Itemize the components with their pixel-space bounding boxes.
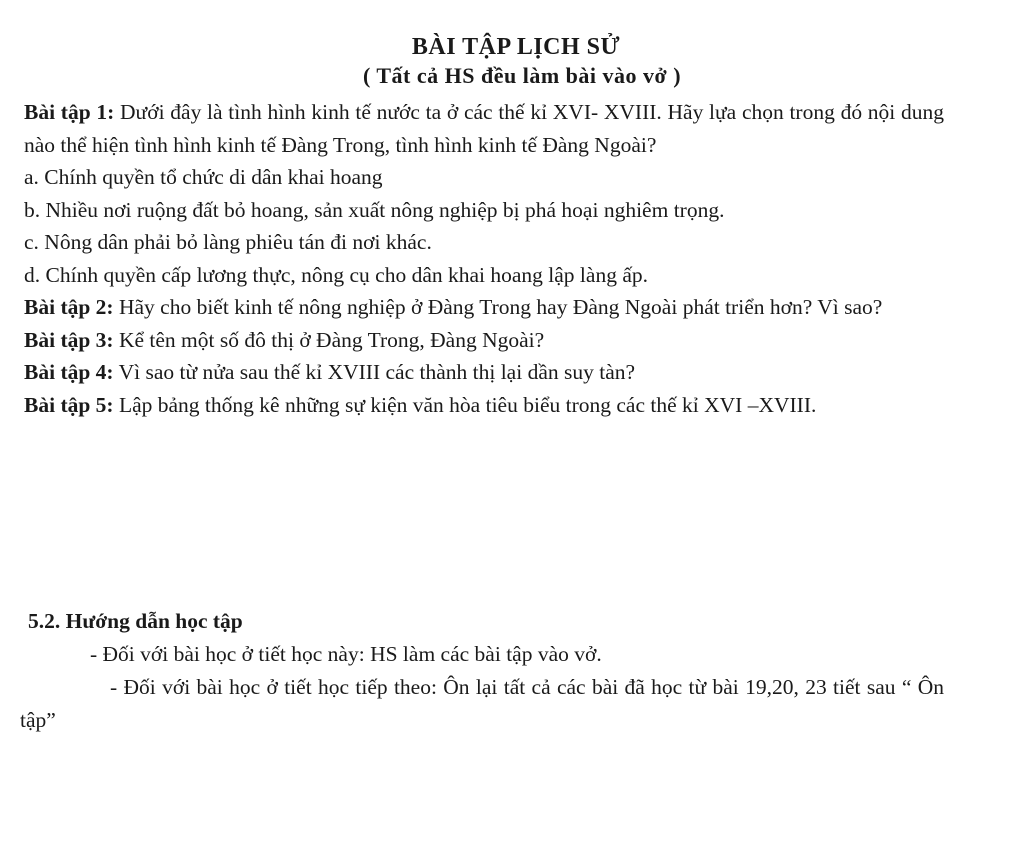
exercise-4-text: Vì sao từ nửa sau thế kỉ XVIII các thành thị lại dần suy tàn? (113, 360, 636, 384)
exercise-1-label: Bài tập 1: (24, 100, 115, 124)
exercise-3 (24, 324, 944, 357)
study-guide-line-2: - Đối với bài học ở tiết học tiếp theo: Ôn lại tất cả các bài đã học từ bài 19,20, 23 tiết sau “ Ôn tập” (20, 675, 944, 732)
exercise-5-text: Lập bảng thống kê những sự kiện văn hòa tiêu biểu trong các thế kỉ XVI –XVIII. (113, 392, 817, 417)
exercise-1 (24, 96, 944, 161)
option-d: d. Chính quyền cấp lương thực, nông cụ cho dân khai hoang lập làng ấp. (24, 262, 648, 287)
option-b: b. Nhiều nơi ruộng đất bỏ hoang, sản xuất nông nghiệp bị phá hoại nghiêm trọng. (24, 197, 725, 222)
exercise-5-label: Bài tập 5: (24, 392, 114, 417)
page-subtitle: ( Tất cả HS đều làm bài vào vở ) (362, 63, 682, 88)
page-title: BÀI TẬP LỊCH SỬ (411, 34, 621, 60)
exercise-2 (24, 291, 944, 324)
study-guide-section (20, 605, 944, 737)
option-a: a. Chính quyền tổ chức di dân khai hoang (24, 165, 383, 189)
study-guide-line-1: - Đối với bài học ở tiết học này: HS làm các bài tập vào vở. (90, 642, 602, 666)
option-c: c. Nông dân phải bỏ làng phiêu tán đi nơi khác. (24, 230, 432, 254)
exercise-2-text: Hãy cho biết kinh tế nông nghiệp ở Đàng Trong hay Đàng Ngoài phát triển hơn? Vì sao? (113, 295, 883, 319)
study-guide-title: 5.2. Hướng dẫn học tập (28, 609, 243, 633)
exercise-3-text: Kể tên một số đô thị ở Đàng Trong, Đàng Ngoài? (113, 327, 545, 352)
exercise-3-label: Bài tập 3: (24, 327, 114, 352)
exercise-5 (24, 389, 944, 422)
exercise-4 (24, 356, 944, 389)
exercise-1-text: Dưới đây là tình hình kinh tế nước ta ở các thế kỉ XVI- XVIII. Hãy lựa chọn trong đó nội dung nào thể hiện tình hình kinh tế Đàng Trong, tình hình kinh tế Đàng Ngoài? (24, 100, 944, 157)
exercise-section (24, 96, 944, 421)
exercise-4-label: Bài tập 4: (24, 360, 114, 384)
exercise-2-label: Bài tập 2: (24, 295, 114, 319)
document-header (0, 34, 1024, 89)
